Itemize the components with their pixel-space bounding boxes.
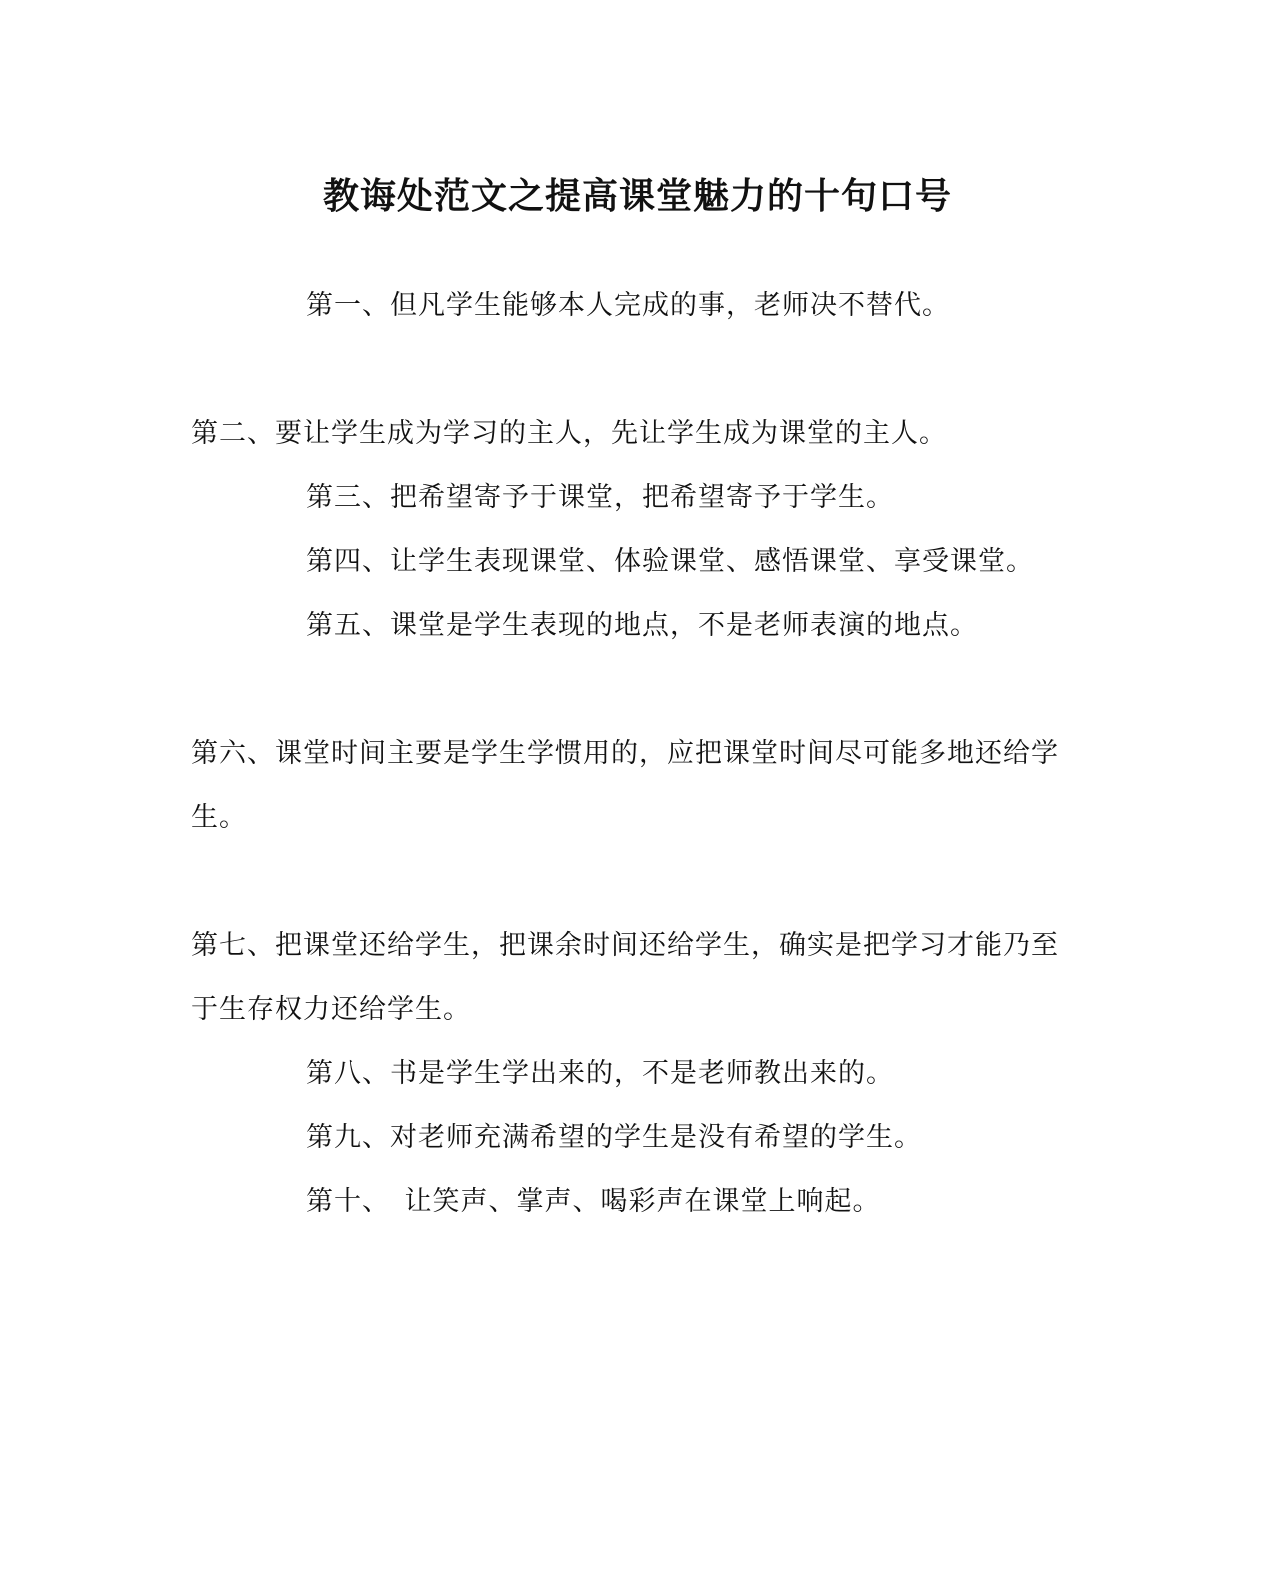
slogan-2: 第二、要让学生成为学习的主人，先让学生成为课堂的主人。 bbox=[191, 418, 947, 449]
slogan-8: 第八、书是学生学出来的，不是老师教出来的。 bbox=[306, 1058, 894, 1089]
slogan-4: 第四、让学生表现课堂、体验课堂、感悟课堂、享受课堂。 bbox=[306, 546, 1034, 577]
slogan-1: 第一、但凡学生能够本人完成的事，老师决不替代。 bbox=[306, 290, 950, 321]
slogan-10: 第十、 让笑声、掌声、喝彩声在课堂上响起。 bbox=[306, 1186, 881, 1217]
slogan-6: 第六、课堂时间主要是学生学惯用的，应把课堂时间尽可能多地还给学生。 bbox=[191, 738, 1059, 833]
slogan-5: 第五、课堂是学生表现的地点，不是老师表演的地点。 bbox=[306, 610, 978, 641]
slogan-9: 第九、对老师充满希望的学生是没有希望的学生。 bbox=[306, 1122, 922, 1153]
slogan-7: 第七、把课堂还给学生，把课余时间还给学生，确实是把学习才能乃至于生存权力还给学生。 bbox=[191, 930, 1059, 1025]
document-title: 教诲处范文之提高课堂魅力的十句口号 bbox=[322, 175, 952, 217]
slogan-3: 第三、把希望寄予于课堂，把希望寄予于学生。 bbox=[306, 482, 894, 513]
